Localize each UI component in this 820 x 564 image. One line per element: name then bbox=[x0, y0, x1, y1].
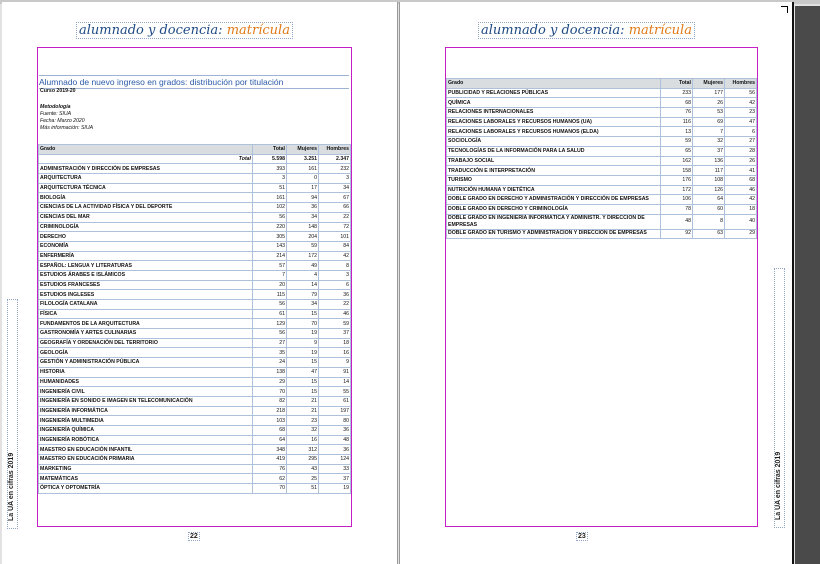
cell-grado: GASTRONOMÍA Y ARTES CULINARIAS bbox=[39, 329, 253, 339]
cell-hombres: 47 bbox=[725, 117, 757, 127]
cell-hombres: 26 bbox=[725, 156, 757, 166]
table-row bbox=[39, 464, 351, 474]
table-row bbox=[447, 88, 757, 98]
table-row bbox=[39, 261, 351, 271]
cell-grado: ESTUDIOS ÁRABES E ISLÁMICOS bbox=[39, 270, 253, 280]
header-hombres: Hombres bbox=[725, 79, 757, 89]
date-label[interactable]: Fecha: Marzo 2020 bbox=[40, 118, 85, 124]
table-row bbox=[39, 280, 351, 290]
table-row bbox=[447, 146, 757, 156]
cell-grado: DOBLE GRADO EN DERECHO Y ADMINISTRACIÓN Y DIRECCIÓN DE EMPRESAS bbox=[447, 195, 661, 205]
cell-hombres: 14 bbox=[319, 377, 351, 387]
side-label-right-text: La UA en cifras 2019 bbox=[775, 451, 782, 520]
cell-hombres: 68 bbox=[725, 175, 757, 185]
table-row bbox=[39, 251, 351, 261]
cell-hombres: 6 bbox=[725, 127, 757, 137]
cell-grado: TRABAJO SOCIAL bbox=[447, 156, 661, 166]
table-row bbox=[447, 117, 757, 127]
cell-mujeres: 32 bbox=[693, 137, 725, 147]
cell-total: 70 bbox=[253, 387, 287, 397]
cell-total: 162 bbox=[661, 156, 693, 166]
table-row bbox=[39, 329, 351, 339]
cell-mujeres: 51 bbox=[287, 484, 319, 494]
cell-grado: MAESTRO EN EDUCACIÓN PRIMARIA bbox=[39, 455, 253, 465]
right-page[interactable] bbox=[399, 2, 794, 564]
cell-grado: CRIMINOLOGÍA bbox=[39, 222, 253, 232]
table-body-right bbox=[447, 88, 757, 239]
cell-hombres: 3 bbox=[319, 174, 351, 184]
table-row bbox=[39, 358, 351, 368]
cell-mujeres: 19 bbox=[287, 329, 319, 339]
cell-total: 102 bbox=[253, 203, 287, 213]
cell-mujeres: 34 bbox=[287, 300, 319, 310]
cell-mujeres: 60 bbox=[693, 204, 725, 214]
cell-total: 305 bbox=[253, 232, 287, 242]
cell-hombres: 36 bbox=[319, 290, 351, 300]
cell-hombres: 18 bbox=[319, 338, 351, 348]
cell-grado: HISTORIA bbox=[39, 367, 253, 377]
cell-total: 115 bbox=[253, 290, 287, 300]
table-row bbox=[39, 300, 351, 310]
document-title[interactable]: Alumnado de nuevo ingreso en grados: distribución por titulación bbox=[39, 75, 349, 89]
cell-total: 56 bbox=[253, 300, 287, 310]
cell-total: 161 bbox=[253, 193, 287, 203]
cell-hombres: 22 bbox=[319, 300, 351, 310]
table-row bbox=[39, 445, 351, 455]
table-row bbox=[39, 367, 351, 377]
table-row bbox=[447, 137, 757, 147]
cell-mujeres: 0 bbox=[287, 174, 319, 184]
total-label: Total bbox=[39, 154, 253, 164]
cell-total: 35 bbox=[253, 348, 287, 358]
course-label[interactable]: Curso 2019-20 bbox=[40, 88, 76, 94]
cell-hombres: 6 bbox=[319, 280, 351, 290]
cell-grado: ESPAÑOL: LENGUA Y LITERATURAS bbox=[39, 261, 253, 271]
cell-total: 138 bbox=[253, 367, 287, 377]
table-row bbox=[447, 156, 757, 166]
cell-hombres: 124 bbox=[319, 455, 351, 465]
cell-total: 68 bbox=[253, 425, 287, 435]
cell-hombres: 48 bbox=[319, 435, 351, 445]
side-label-left-text: La UA en cifras 2019 bbox=[8, 452, 15, 521]
table-body-left bbox=[39, 164, 351, 493]
cell-grado: SOCIOLOGÍA bbox=[447, 137, 661, 147]
page-number-right[interactable]: 23 bbox=[578, 533, 586, 540]
table-row bbox=[39, 455, 351, 465]
table-row bbox=[39, 319, 351, 329]
cell-hombres: 67 bbox=[319, 193, 351, 203]
cell-total: 68 bbox=[661, 98, 693, 108]
cell-mujeres: 94 bbox=[287, 193, 319, 203]
table-row bbox=[39, 241, 351, 251]
cell-mujeres: 7 bbox=[693, 127, 725, 137]
cell-grado: ECONOMÍA bbox=[39, 241, 253, 251]
table-row bbox=[447, 98, 757, 108]
cell-total: 103 bbox=[253, 416, 287, 426]
table-row bbox=[39, 203, 351, 213]
cell-grado: BIOLOGÍA bbox=[39, 193, 253, 203]
cell-total: 82 bbox=[253, 396, 287, 406]
cell-hombres: 40 bbox=[725, 214, 757, 229]
cell-grado: DOBLE GRADO EN DERECHO Y CRIMINOLOGÍA bbox=[447, 204, 661, 214]
cell-mujeres: 26 bbox=[693, 98, 725, 108]
cell-mujeres: 21 bbox=[287, 406, 319, 416]
cell-total: 76 bbox=[253, 464, 287, 474]
table-header-row bbox=[39, 145, 351, 155]
cell-mujeres: 53 bbox=[693, 108, 725, 118]
cell-total: 48 bbox=[661, 214, 693, 229]
cell-mujeres: 8 bbox=[693, 214, 725, 229]
cell-total: 27 bbox=[253, 338, 287, 348]
table-row bbox=[447, 127, 757, 137]
cell-hombres: 59 bbox=[319, 319, 351, 329]
total-value: 5.598 bbox=[253, 154, 287, 164]
page-header-title[interactable] bbox=[76, 22, 293, 39]
cell-mujeres: 9 bbox=[287, 338, 319, 348]
side-label-left[interactable] bbox=[7, 299, 18, 529]
cell-hombres: 19 bbox=[319, 484, 351, 494]
cell-grado: INGENIERÍA ROBÓTICA bbox=[39, 435, 253, 445]
cell-total: 78 bbox=[661, 204, 693, 214]
cell-hombres: 66 bbox=[319, 203, 351, 213]
cell-total: 57 bbox=[253, 261, 287, 271]
cell-hombres: 9 bbox=[319, 358, 351, 368]
cell-hombres: 29 bbox=[725, 229, 757, 239]
cell-grado: GEOLOGÍA bbox=[39, 348, 253, 358]
cell-mujeres: 47 bbox=[287, 367, 319, 377]
table-row bbox=[39, 338, 351, 348]
cell-mujeres: 64 bbox=[693, 195, 725, 205]
cell-mujeres: 21 bbox=[287, 396, 319, 406]
table-header-row bbox=[447, 79, 757, 89]
table-row bbox=[39, 309, 351, 319]
page-number-left[interactable]: 22 bbox=[190, 533, 198, 540]
table-row bbox=[39, 270, 351, 280]
cell-total: 56 bbox=[253, 329, 287, 339]
corner-mark bbox=[781, 6, 788, 13]
cell-grado: ARQUITECTURA bbox=[39, 174, 253, 184]
cell-mujeres: 37 bbox=[693, 146, 725, 156]
more-info-label[interactable]: Más información: SIUA bbox=[40, 125, 94, 131]
cell-hombres: 46 bbox=[725, 185, 757, 195]
table-row bbox=[39, 193, 351, 203]
header-title-accent-right: matrícula bbox=[628, 23, 692, 38]
cell-grado: CIENCIAS DEL MAR bbox=[39, 212, 253, 222]
cell-mujeres: 70 bbox=[287, 319, 319, 329]
cell-total: 92 bbox=[661, 229, 693, 239]
cell-mujeres: 172 bbox=[287, 251, 319, 261]
cell-total: 129 bbox=[253, 319, 287, 329]
cell-grado: RELACIONES LABORALES Y RECURSOS HUMANOS (ELDA) bbox=[447, 127, 661, 137]
cell-hombres: 36 bbox=[319, 425, 351, 435]
cell-grado: GEOGRAFÍA Y ORDENACIÓN DEL TERRITORIO bbox=[39, 338, 253, 348]
cell-total: 29 bbox=[253, 377, 287, 387]
cell-mujeres: 23 bbox=[287, 416, 319, 426]
cell-hombres: 42 bbox=[725, 98, 757, 108]
cell-hombres: 42 bbox=[725, 195, 757, 205]
header-title-main: alumnado y docencia: bbox=[79, 23, 223, 38]
cell-hombres: 18 bbox=[725, 204, 757, 214]
cell-mujeres: 177 bbox=[693, 88, 725, 98]
table-row bbox=[39, 416, 351, 426]
cell-total: 158 bbox=[661, 166, 693, 176]
table-row bbox=[39, 474, 351, 484]
cell-mujeres: 36 bbox=[287, 203, 319, 213]
cell-hombres: 22 bbox=[319, 212, 351, 222]
cell-total: 348 bbox=[253, 445, 287, 455]
cell-mujeres: 14 bbox=[287, 280, 319, 290]
table-row bbox=[39, 222, 351, 232]
cell-hombres: 56 bbox=[725, 88, 757, 98]
grados-table-left[interactable] bbox=[38, 144, 351, 494]
table-total-row bbox=[39, 154, 351, 164]
cell-grado: ENFERMERÍA bbox=[39, 251, 253, 261]
cell-grado: FILOLOGÍA CATALANA bbox=[39, 300, 253, 310]
cell-total: 61 bbox=[253, 309, 287, 319]
cell-total: 214 bbox=[253, 251, 287, 261]
cell-total: 51 bbox=[253, 183, 287, 193]
table-row bbox=[39, 425, 351, 435]
cell-total: 24 bbox=[253, 358, 287, 368]
cell-hombres: 28 bbox=[725, 146, 757, 156]
cell-mujeres: 4 bbox=[287, 270, 319, 280]
cell-mujeres: 43 bbox=[287, 464, 319, 474]
cell-mujeres: 136 bbox=[693, 156, 725, 166]
header-total: Total bbox=[253, 145, 287, 155]
cell-total: 106 bbox=[661, 195, 693, 205]
cell-total: 64 bbox=[253, 435, 287, 445]
cell-grado: ESTUDIOS FRANCESES bbox=[39, 280, 253, 290]
cell-total: 176 bbox=[661, 175, 693, 185]
left-page[interactable] bbox=[2, 2, 398, 564]
cell-grado: FUNDAMENTOS DE LA ARQUITECTURA bbox=[39, 319, 253, 329]
cell-mujeres: 15 bbox=[287, 387, 319, 397]
cell-grado: ARQUITECTURA TÉCNICA bbox=[39, 183, 253, 193]
cell-grado: INGENIERÍA QUÍMICA bbox=[39, 425, 253, 435]
cell-mujeres: 49 bbox=[287, 261, 319, 271]
cell-hombres: 197 bbox=[319, 406, 351, 416]
cell-total: 220 bbox=[253, 222, 287, 232]
cell-total: 218 bbox=[253, 406, 287, 416]
table-row bbox=[447, 229, 757, 239]
cell-mujeres: 63 bbox=[693, 229, 725, 239]
cell-hombres: 72 bbox=[319, 222, 351, 232]
cell-grado: ESTUDIOS INGLESES bbox=[39, 290, 253, 300]
cell-hombres: 42 bbox=[319, 251, 351, 261]
table-row bbox=[39, 406, 351, 416]
cell-hombres: 8 bbox=[319, 261, 351, 271]
cell-grado: DOBLE GRADO EN INGENIERÍA INFORMÁTICA Y ADMINISTR. Y DIRECCIÓN DE EMPRESAS bbox=[447, 214, 661, 229]
total-hombres: 2.347 bbox=[319, 154, 351, 164]
table-row bbox=[447, 185, 757, 195]
table-row bbox=[39, 212, 351, 222]
cell-hombres: 36 bbox=[319, 445, 351, 455]
cell-grado: MATEMÁTICAS bbox=[39, 474, 253, 484]
cell-mujeres: 148 bbox=[287, 222, 319, 232]
cell-hombres: 27 bbox=[725, 137, 757, 147]
cell-mujeres: 204 bbox=[287, 232, 319, 242]
cell-mujeres: 15 bbox=[287, 309, 319, 319]
table-row bbox=[447, 166, 757, 176]
cell-total: 59 bbox=[661, 137, 693, 147]
cell-grado: QUÍMICA bbox=[447, 98, 661, 108]
cell-grado: MARKETING bbox=[39, 464, 253, 474]
cell-grado: HUMANIDADES bbox=[39, 377, 253, 387]
cell-hombres: 37 bbox=[319, 329, 351, 339]
cell-hombres: 3 bbox=[319, 270, 351, 280]
header-grado: Grado bbox=[39, 145, 253, 155]
cell-hombres: 232 bbox=[319, 164, 351, 174]
spread-shadow bbox=[795, 6, 820, 564]
cell-mujeres: 25 bbox=[287, 474, 319, 484]
cell-total: 7 bbox=[253, 270, 287, 280]
table-row bbox=[447, 108, 757, 118]
cell-mujeres: 312 bbox=[287, 445, 319, 455]
cell-total: 143 bbox=[253, 241, 287, 251]
cell-total: 419 bbox=[253, 455, 287, 465]
cell-hombres: 33 bbox=[319, 464, 351, 474]
cell-mujeres: 295 bbox=[287, 455, 319, 465]
cell-grado: NUTRICIÓN HUMANA Y DIETÉTICA bbox=[447, 185, 661, 195]
table-row bbox=[39, 232, 351, 242]
cell-hombres: 101 bbox=[319, 232, 351, 242]
table-row bbox=[39, 484, 351, 494]
cell-total: 393 bbox=[253, 164, 287, 174]
cell-total: 13 bbox=[661, 127, 693, 137]
table-row bbox=[447, 175, 757, 185]
table-row bbox=[39, 435, 351, 445]
grados-table-right[interactable] bbox=[446, 78, 757, 239]
cell-grado: RELACIONES INTERNACIONALES bbox=[447, 108, 661, 118]
cell-grado: INGENIERÍA CIVIL bbox=[39, 387, 253, 397]
cell-mujeres: 15 bbox=[287, 358, 319, 368]
cell-total: 3 bbox=[253, 174, 287, 184]
cell-grado: INGENIERÍA INFORMÁTICA bbox=[39, 406, 253, 416]
table-row bbox=[447, 195, 757, 205]
cell-total: 62 bbox=[253, 474, 287, 484]
table-row bbox=[39, 164, 351, 174]
cell-total: 20 bbox=[253, 280, 287, 290]
header-grado: Grado bbox=[447, 79, 661, 89]
table-row bbox=[447, 204, 757, 214]
cell-mujeres: 126 bbox=[693, 185, 725, 195]
table-row bbox=[39, 174, 351, 184]
cell-mujeres: 19 bbox=[287, 348, 319, 358]
table-row bbox=[39, 387, 351, 397]
cell-total: 172 bbox=[661, 185, 693, 195]
cell-mujeres: 59 bbox=[287, 241, 319, 251]
header-hombres: Hombres bbox=[319, 145, 351, 155]
cell-grado: ÓPTICA Y OPTOMETRÍA bbox=[39, 484, 253, 494]
cell-hombres: 61 bbox=[319, 396, 351, 406]
cell-total: 65 bbox=[661, 146, 693, 156]
cell-grado: INGENIERÍA MULTIMEDIA bbox=[39, 416, 253, 426]
cell-grado: MAESTRO EN EDUCACIÓN INFANTIL bbox=[39, 445, 253, 455]
header-mujeres: Mujeres bbox=[693, 79, 725, 89]
total-mujeres: 3.251 bbox=[287, 154, 319, 164]
cell-mujeres: 16 bbox=[287, 435, 319, 445]
cell-grado: RELACIONES LABORALES Y RECURSOS HUMANOS (UA) bbox=[447, 117, 661, 127]
cell-hombres: 23 bbox=[725, 108, 757, 118]
cell-hombres: 80 bbox=[319, 416, 351, 426]
header-mujeres: Mujeres bbox=[287, 145, 319, 155]
cell-grado: GESTIÓN Y ADMINISTRACIÓN PÚBLICA bbox=[39, 358, 253, 368]
cell-grado: TRADUCCIÓN E INTERPRETACIÓN bbox=[447, 166, 661, 176]
cell-grado: PUBLICIDAD Y RELACIONES PÚBLICAS bbox=[447, 88, 661, 98]
cell-mujeres: 117 bbox=[693, 166, 725, 176]
cell-hombres: 37 bbox=[319, 474, 351, 484]
cell-mujeres: 161 bbox=[287, 164, 319, 174]
cell-hombres: 46 bbox=[319, 309, 351, 319]
table-row bbox=[39, 348, 351, 358]
cell-total: 116 bbox=[661, 117, 693, 127]
cell-grado: TURISMO bbox=[447, 175, 661, 185]
table-row bbox=[447, 214, 757, 229]
cell-total: 56 bbox=[253, 212, 287, 222]
cell-total: 233 bbox=[661, 88, 693, 98]
table-row bbox=[39, 290, 351, 300]
cell-hombres: 41 bbox=[725, 166, 757, 176]
cell-hombres: 55 bbox=[319, 387, 351, 397]
table-row bbox=[39, 377, 351, 387]
cell-mujeres: 34 bbox=[287, 212, 319, 222]
side-label-right[interactable] bbox=[774, 268, 785, 528]
header-total: Total bbox=[661, 79, 693, 89]
cell-mujeres: 108 bbox=[693, 175, 725, 185]
cell-hombres: 34 bbox=[319, 183, 351, 193]
cell-grado: TECNOLOGÍAS DE LA INFORMACIÓN PARA LA SALUD bbox=[447, 146, 661, 156]
cell-mujeres: 32 bbox=[287, 425, 319, 435]
cell-total: 70 bbox=[253, 484, 287, 494]
cell-grado: CIENCIAS DE LA ACTIVIDAD FÍSICA Y DEL DEPORTE bbox=[39, 203, 253, 213]
page-header-title-right[interactable] bbox=[478, 22, 695, 39]
cell-grado: DERECHO bbox=[39, 232, 253, 242]
cell-hombres: 16 bbox=[319, 348, 351, 358]
header-title-accent: matrícula bbox=[226, 23, 290, 38]
cell-total: 76 bbox=[661, 108, 693, 118]
methodology-label[interactable]: Metodología bbox=[40, 104, 71, 110]
header-title-main-right: alumnado y docencia: bbox=[481, 23, 625, 38]
table-row bbox=[39, 396, 351, 406]
cell-mujeres: 15 bbox=[287, 377, 319, 387]
cell-grado: DOBLE GRADO EN TURISMO Y ADMINISTRACIÓN Y DIRECCIÓN DE EMPRESAS bbox=[447, 229, 661, 239]
cell-hombres: 84 bbox=[319, 241, 351, 251]
cell-mujeres: 17 bbox=[287, 183, 319, 193]
cell-hombres: 91 bbox=[319, 367, 351, 377]
source-label[interactable]: Fuente: SIUA bbox=[40, 111, 72, 117]
cell-mujeres: 79 bbox=[287, 290, 319, 300]
cell-mujeres: 69 bbox=[693, 117, 725, 127]
cell-grado: INGENIERÍA EN SONIDO E IMAGEN EN TELECOMUNICACIÓN bbox=[39, 396, 253, 406]
cell-grado: FÍSICA bbox=[39, 309, 253, 319]
cell-grado: ADMINISTRACIÓN Y DIRECCIÓN DE EMPRESAS bbox=[39, 164, 253, 174]
table-row bbox=[39, 183, 351, 193]
